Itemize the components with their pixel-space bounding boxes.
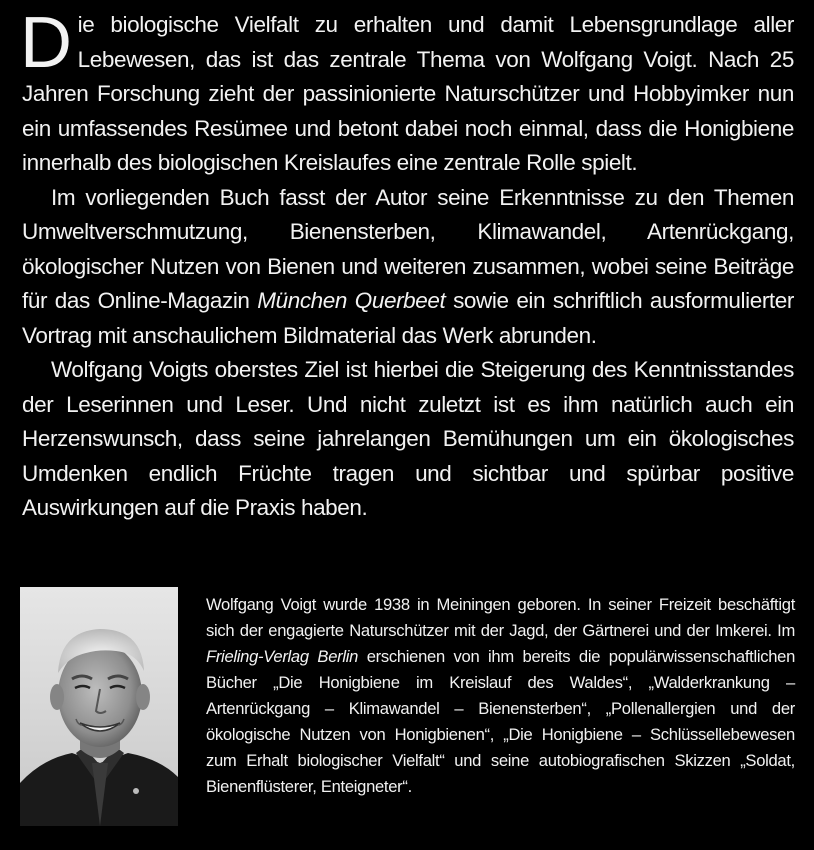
- book-contents-text: Im vorliegenden Buch fasst der Autor seine Erkenntnisse zu den Themen Umweltverschmutzung, Bienensterben, Klimawandel, Artenrückgang, ökologischer Nutzen von Bienen und weiteren zusammen, wobei seine Beiträge für das Online-Magazin: [22, 184, 794, 313]
- intro-text: ie biologische Vielfalt zu erhalten und damit Lebensgrundlage aller Lebewesen, das ist das zentrale Thema von Wolfgang Voigt. Nach 25 Jahren Forschung zieht der passinionierte Naturschützer und Hobbyimker nun ein umfassendes Resümee und betont dabei noch einmal, dass die Honigbiene innerhalb des biologischen Kreislaufes eine zentrale Rolle spielt.: [22, 12, 794, 175]
- paragraph-book-contents: [22, 181, 794, 354]
- paragraph-intro: [20, 3, 794, 181]
- drop-cap: D: [20, 3, 72, 83]
- bio-text-end: erschienen von ihm bereits die populärwissenschaftlichen Bücher „Die Honigbiene im Kreislauf des Waldes“, „Walderkrankung – Artenrückgang – Klimawandel – Bienensterben“, „Pollenallergien und der ökologische Nutzen von Honigbienen“, „Die Honigbiene – Schlüssellebewesen zum Erhalt biologischer Vielfalt“ und seine autobiografischen Skizzen „Soldat, Bienenflüsterer, Enteigneter“.: [206, 647, 795, 796]
- author-bio-paragraph: [206, 592, 795, 800]
- book-contents-text-end: sowie ein schriftlich ausformulierter Vortrag mit anschaulichem Bildmaterial das Werk abrunden.: [22, 288, 794, 348]
- paragraph-goal: [22, 353, 794, 526]
- publisher-name: Frieling-Verlag Berlin: [206, 647, 359, 666]
- author-portrait-image: [20, 587, 178, 826]
- magazine-title: München Querbeet: [257, 288, 446, 313]
- author-photo: [20, 587, 178, 826]
- bio-text-start: Wolfgang Voigt wurde 1938 in Meiningen geboren. In seiner Freizeit beschäftigt sich der engagierte Naturschützer mit der Jagd, der Gärtnerei und der Imkerei. Im: [206, 595, 795, 640]
- goal-text: Wolfgang Voigts oberstes Ziel ist hierbei die Steigerung des Kenntnisstandes der Leserinnen und Leser. Und nicht zuletzt ist es ihm natürlich auch ein Herzenswunsch, dass seine jahrelangen Bemühungen um ein ökologisches Umdenken endlich Früchte tragen und sichtbar und spürbar positive Auswirkungen auf die Praxis haben.: [22, 357, 794, 520]
- author-bio: [206, 592, 795, 800]
- blurb-text: [20, 3, 794, 526]
